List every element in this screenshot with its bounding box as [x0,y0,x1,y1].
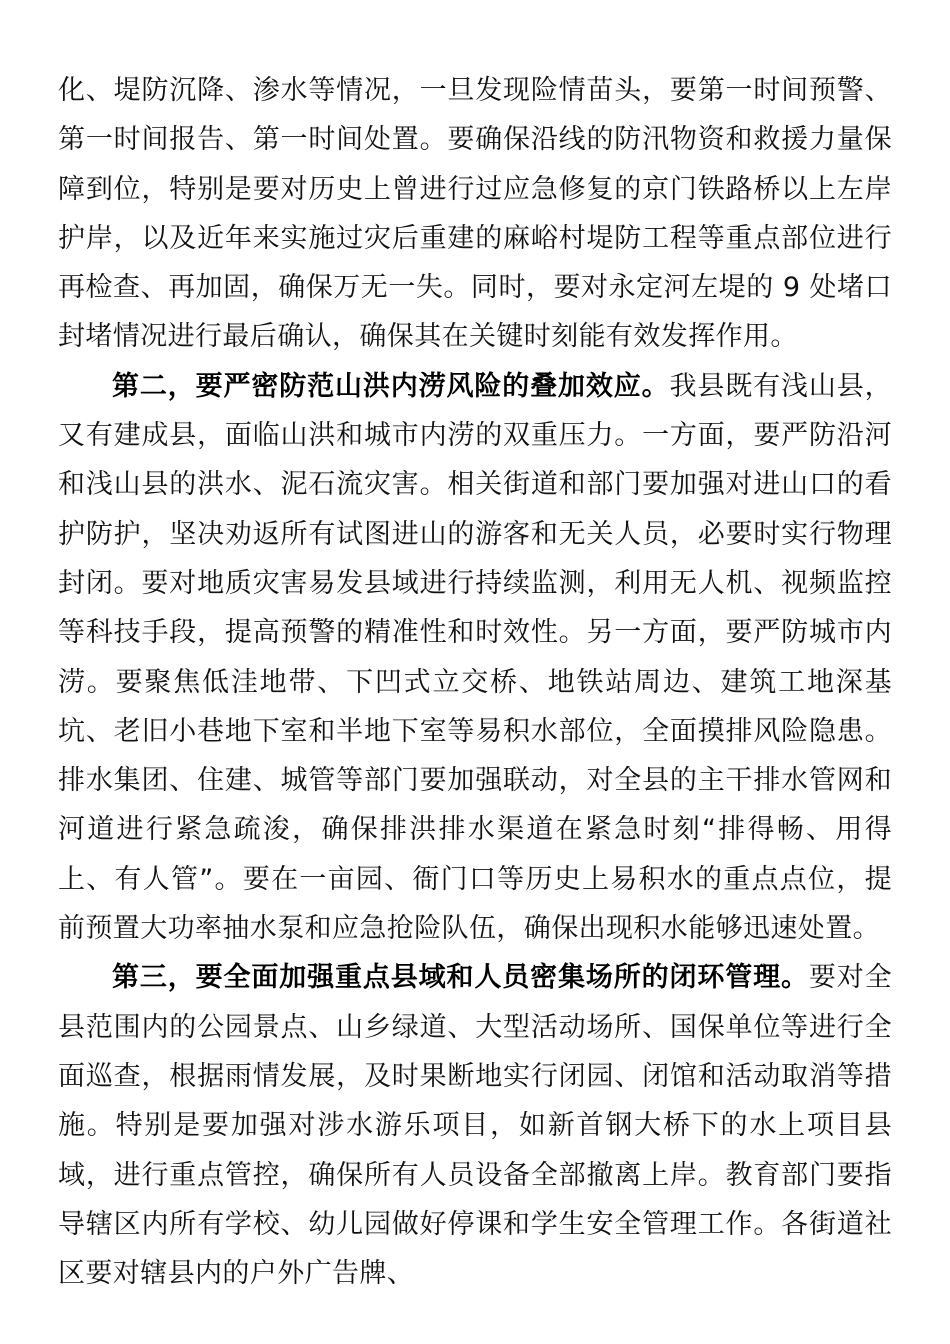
document-page [58,66,892,1298]
paragraph-2 [58,362,892,954]
paragraph-1-text: 化、堤防沉降、渗水等情况，一旦发现险情苗头，要第一时间预警、第一时间报告、第一时间处置。要确保沿线的防汛物资和救援力量保障到位，特别是要对历史上曾进行过应急修复的京门铁路桥以上左岸护岸，以及近年来实施过灾后重建的麻峪村堤防工程等重点部位进行再检查、再加固，确保万无一失。同时，要对永定河左堤的 9 处堵口封堵情况进行最后确认，确保其在关键时刻能有效发挥作用。 [58,75,892,353]
paragraph-3-heading: 第三，要全面加强重点县域和人员密集场所的闭环管理。 [112,962,809,994]
paragraph-2-text: 我县既有浅山县，又有建成县，面临山洪和城市内涝的双重压力。一方面，要严防沿河和浅山县的洪水、泥石流灾害。相关街道和部门要加强对进山口的看护防护，坚决劝返所有试图进山的游客和无关人员，必要时实行物理封闭。要对地质灾害易发县域进行持续监测，利用无人机、视频监控等科技手段，提高预警的精准性和时效性。另一方面，要严防城市内涝。要聚焦低洼地带、下凹式立交桥、地铁站周边、建筑工地深基坑、老旧小巷地下室和半地下室等易积水部位，全面摸排风险隐患。排水集团、住建、城管等部门要加强联动，对全县的主干排水管网和河道进行紧急疏浚，确保排洪排水渠道在紧急时刻“排得畅、用得上、有人管”。要在一亩园、衙门口等历史上易积水的重点点位，提前预置大功率抽水泵和应急抢险队伍，确保出现积水能够迅速处置。 [58,370,893,945]
paragraph-1 [58,66,892,362]
paragraph-2-heading: 第二，要严密防范山洪内涝风险的叠加效应。 [112,370,670,402]
paragraph-3-text: 要对全县范围内的公园景点、山乡绿道、大型活动场所、国保单位等进行全面巡查，根据雨情发展，及时果断地实行闭园、闭馆和活动取消等措施。特别是要加强对涉水游乐项目，如新首钢大桥下的水上项目县域，进行重点管控，确保所有人员设备全部撤离上岸。教育部门要指导辖区内所有学校、幼儿园做好停课和学生安全管理工作。各街道社区要对辖县内的户外广告牌、 [58,962,893,1290]
paragraph-3 [58,953,892,1298]
